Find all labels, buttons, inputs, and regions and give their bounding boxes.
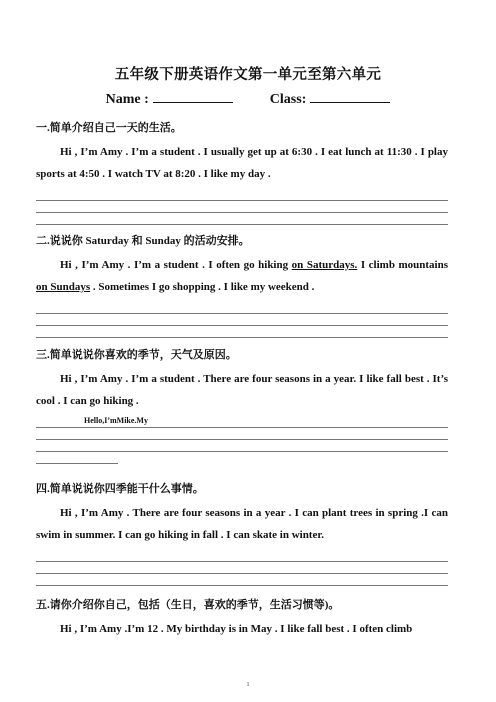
writing-line[interactable] <box>36 550 448 562</box>
section-heading: 二.说说你 Saturday 和 Sunday 的活动安排。 <box>36 235 250 247</box>
section-4 <box>36 482 448 586</box>
writing-line[interactable] <box>36 201 448 213</box>
name-label: Name : <box>105 92 149 107</box>
document-title: 五年级下册英语作文第一单元至第六单元 <box>114 67 382 83</box>
section-2 <box>36 234 448 338</box>
writing-line[interactable] <box>36 326 448 338</box>
writing-line[interactable] <box>36 302 448 314</box>
section-3 <box>36 348 448 464</box>
class-label: Class: <box>269 92 307 107</box>
sample-paragraph: Hi , I’m Amy . I’m a student . There are four seasons in a year. I like fall best . It’s cool . I can go hiking . <box>36 373 448 407</box>
section-heading: 一.简单介绍自己一天的生活。 <box>36 122 182 134</box>
writing-line-short[interactable] <box>36 452 118 464</box>
writing-line[interactable] <box>36 314 448 326</box>
name-class-row <box>0 90 496 108</box>
class-blank-line[interactable] <box>310 90 390 103</box>
section-5 <box>36 598 448 640</box>
section-heading: 四.简单说说你四季能干什么事情。 <box>36 483 204 495</box>
sample-paragraph: Hi , I’m Amy .I’m 12 . My birthday is in May . I like fall best . I often climb <box>60 623 413 635</box>
writing-line[interactable] <box>36 440 448 452</box>
writing-line[interactable] <box>36 213 448 225</box>
writing-line[interactable] <box>36 189 448 201</box>
written-answer-line[interactable]: Hello,I’mMike.My <box>36 416 448 428</box>
underlined-phrase: on Saturdays. <box>291 259 358 271</box>
page-number: 1 <box>246 682 250 688</box>
writing-line[interactable] <box>36 428 448 440</box>
section-1 <box>36 121 448 225</box>
writing-lines <box>36 550 448 586</box>
name-blank-line[interactable] <box>153 90 233 103</box>
sample-paragraph: Hi , I’m Amy . There are four seasons in a year . I can plant trees in spring .I can swim in summer. I can go hiking in fall . I can skate in winter. <box>36 507 448 541</box>
section-heading: 三.简单说说你喜欢的季节，天气及原因。 <box>36 349 237 361</box>
sample-paragraph: Hi , I’m Amy . I’m a student . I usually get up at 6:30 . I eat lunch at 11:30 . I play sports at 4:50 . I watch TV at 8:20 . I like my day . <box>36 146 448 180</box>
writing-lines <box>36 302 448 338</box>
writing-lines <box>36 416 448 464</box>
writing-lines <box>36 189 448 225</box>
writing-line[interactable] <box>36 574 448 586</box>
section-heading: 五.请你介绍你自己，包括（生日，喜欢的季节，生活习惯等)。 <box>36 599 340 611</box>
sample-paragraph: Hi , I’m Amy . I’m a student . I often go hiking on Saturdays. I climb mountains on Sundays . Sometimes I go shopping . I like my weekend . <box>36 259 449 293</box>
writing-line[interactable] <box>36 562 448 574</box>
underlined-phrase: on Sundays <box>36 281 91 293</box>
